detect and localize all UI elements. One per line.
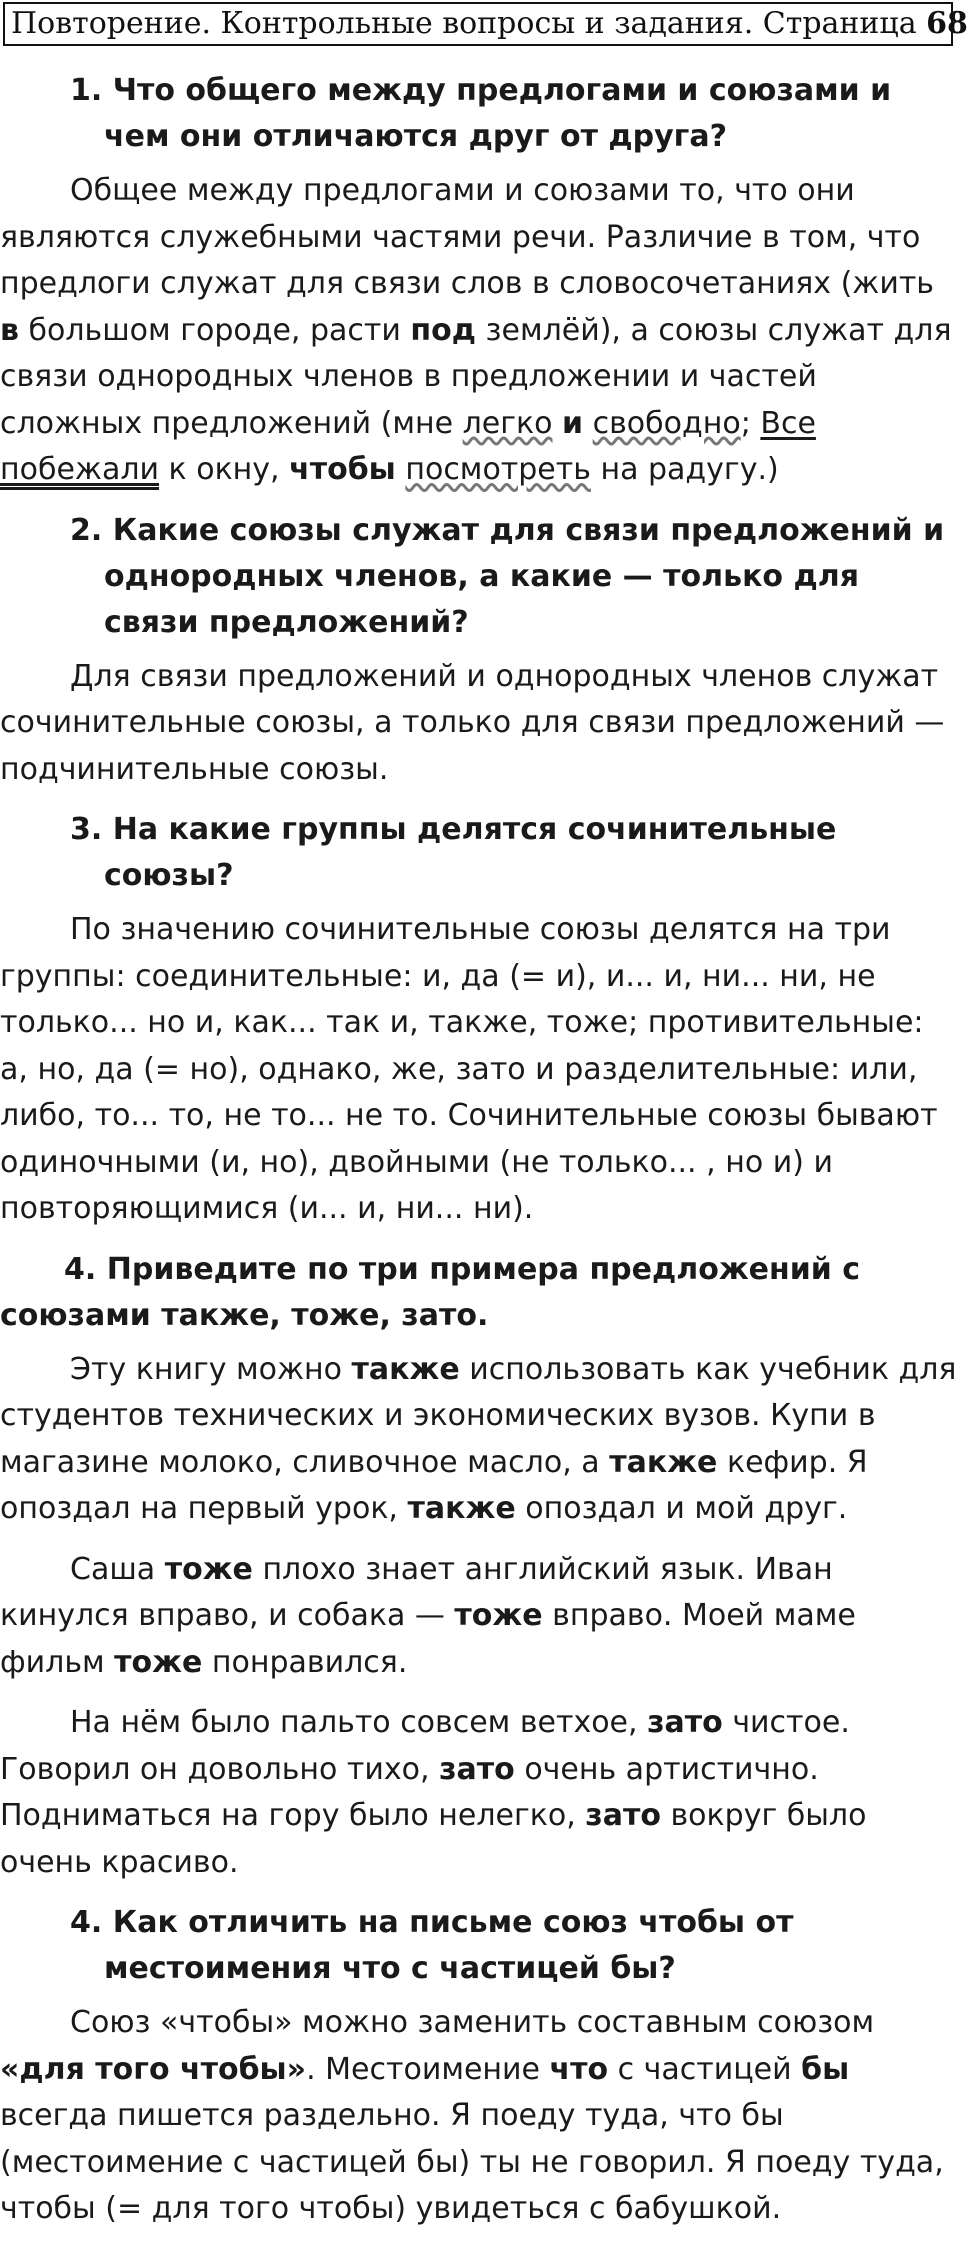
content xyxy=(0,68,960,2247)
question-2 xyxy=(0,508,960,646)
answer-3: По значению сочинительные союзы делятся на три группы: соединительные: и, да (= и), и... и, ни... ни, не только... но и, как... так и, также, тоже; противительные: а, но, да (= но), однако, же, зато и разделительные: или, либо, то... то, не то... не то. Сочинительные союзы бывают одиночными (и, но), двойными (не только... , но и) и повторяющимися (и... и, ни... ни). xyxy=(0,912,938,1226)
answer-text: плохо знает английский язык. Иван кинулся вправо, и собака — xyxy=(0,1551,833,1633)
page-number: 68 xyxy=(926,6,968,41)
bold-word: в xyxy=(0,312,19,348)
answer-text: очень артистично. Подниматься на гору было нелегко, xyxy=(0,1751,819,1833)
question-1 xyxy=(0,68,960,160)
answer-text: Эту книгу можно xyxy=(70,1351,352,1387)
bold-word: тоже xyxy=(114,1644,203,1680)
answer-text: ; xyxy=(740,405,761,441)
answer-4-paragraph-1 xyxy=(0,1347,960,1533)
question-number: 3. xyxy=(70,812,103,847)
bold-word: чтобы xyxy=(289,452,396,487)
bold-word: также xyxy=(407,1491,516,1526)
bold-word: и xyxy=(562,405,584,441)
answer-text: к окну, xyxy=(159,452,290,487)
answer-4-paragraph-3 xyxy=(0,1700,960,1886)
question-text: На какие группы делятся сочинительные союзы? xyxy=(104,812,837,893)
answer-text: с частицей xyxy=(608,2051,802,2087)
answer-text: Саша xyxy=(70,1551,165,1587)
question-5 xyxy=(0,1900,960,1992)
bold-word: под xyxy=(410,312,476,348)
answer-text: вправо. Моей маме фильм xyxy=(0,1598,856,1680)
answer-text: Общее между предлогами и союзами то, что они являются служебными частями речи. Различие в том, что предлоги служат для связи слов в словосочетаниях (жить xyxy=(0,173,934,301)
question-number: 2. xyxy=(70,512,103,548)
answer-text: землёй), а союзы служат для связи однородных членов в предложении и частей сложных предложений (мне xyxy=(0,312,952,441)
question-text: Приведите по три примера предложений с союзами также, тоже, зато. xyxy=(0,1251,861,1333)
bold-word: бы xyxy=(801,2051,850,2087)
question-number: 4. xyxy=(64,1251,97,1287)
question-3 xyxy=(0,807,960,899)
underlined-word: посмотреть xyxy=(405,452,591,487)
answer-5 xyxy=(0,2000,960,2233)
bold-word: зато xyxy=(647,1705,723,1740)
bold-word: что xyxy=(549,2051,609,2087)
bold-word: тоже xyxy=(164,1551,253,1587)
answer-text: на радугу.) xyxy=(590,452,779,487)
question-text: Что общего между предлогами и союзами и чем они отличаются друг от друга? xyxy=(104,73,892,154)
answer-text: понравился. xyxy=(202,1644,408,1680)
question-text: Как отличить на письме союз чтобы от местоимения что с частицей бы? xyxy=(104,1905,794,1986)
answer-text: всегда пишется раздельно. Я поеду туда, что бы (местоимение с частицей бы) ты не говорил. Я поеду туда, чтобы (= для того чтобы) увидеться с бабушкой. xyxy=(0,2098,944,2226)
bold-word: также xyxy=(609,1444,718,1480)
answer-2: Для связи предложений и однородных членов служат сочинительные союзы, а только для связи предложений — подчинительные союзы. xyxy=(0,658,945,787)
underlined-word: свободно xyxy=(592,405,741,441)
bold-word: тоже xyxy=(454,1598,543,1633)
answer-text: чистое. Говорил он довольно тихо, xyxy=(0,1705,850,1787)
bold-word: зато xyxy=(439,1751,515,1787)
answer-text: На нём было пальто совсем ветхое, xyxy=(70,1705,648,1740)
question-4 xyxy=(0,1247,960,1339)
answer-text: кефир. Я опоздал на первый урок, xyxy=(0,1444,868,1526)
answer-text: использовать как учебник для студентов технических и экономических вузов. Купи в магазине молоко, сливочное масло, а xyxy=(0,1351,957,1480)
answer-text: вокруг было очень красиво. xyxy=(0,1798,867,1880)
question-number: 1. xyxy=(70,73,103,108)
underlined-word: побежали xyxy=(0,452,160,487)
answer-1 xyxy=(0,168,960,494)
answer-text: Союз «чтобы» можно заменить составным союзом xyxy=(70,2005,875,2040)
underlined-word: легко xyxy=(462,405,553,441)
bold-word: «для того чтобы» xyxy=(0,2051,307,2087)
answer-text: . Местоимение xyxy=(306,2051,550,2087)
question-number: 4. xyxy=(70,1905,103,1940)
bold-word: зато xyxy=(585,1798,661,1833)
answer-text: большом городе, расти xyxy=(18,312,411,348)
underlined-word: Все xyxy=(760,405,816,441)
page-header xyxy=(3,2,968,46)
bold-word: также xyxy=(351,1351,460,1387)
answer-text: опоздал и мой друг. xyxy=(515,1491,848,1526)
header-title: Повторение. Контрольные вопросы и задания. Страница xyxy=(11,6,917,41)
question-text: Какие союзы служат для связи предложений и однородных членов, а какие — только для связи предложений? xyxy=(104,512,945,640)
answer-4-paragraph-2 xyxy=(0,1547,960,1687)
